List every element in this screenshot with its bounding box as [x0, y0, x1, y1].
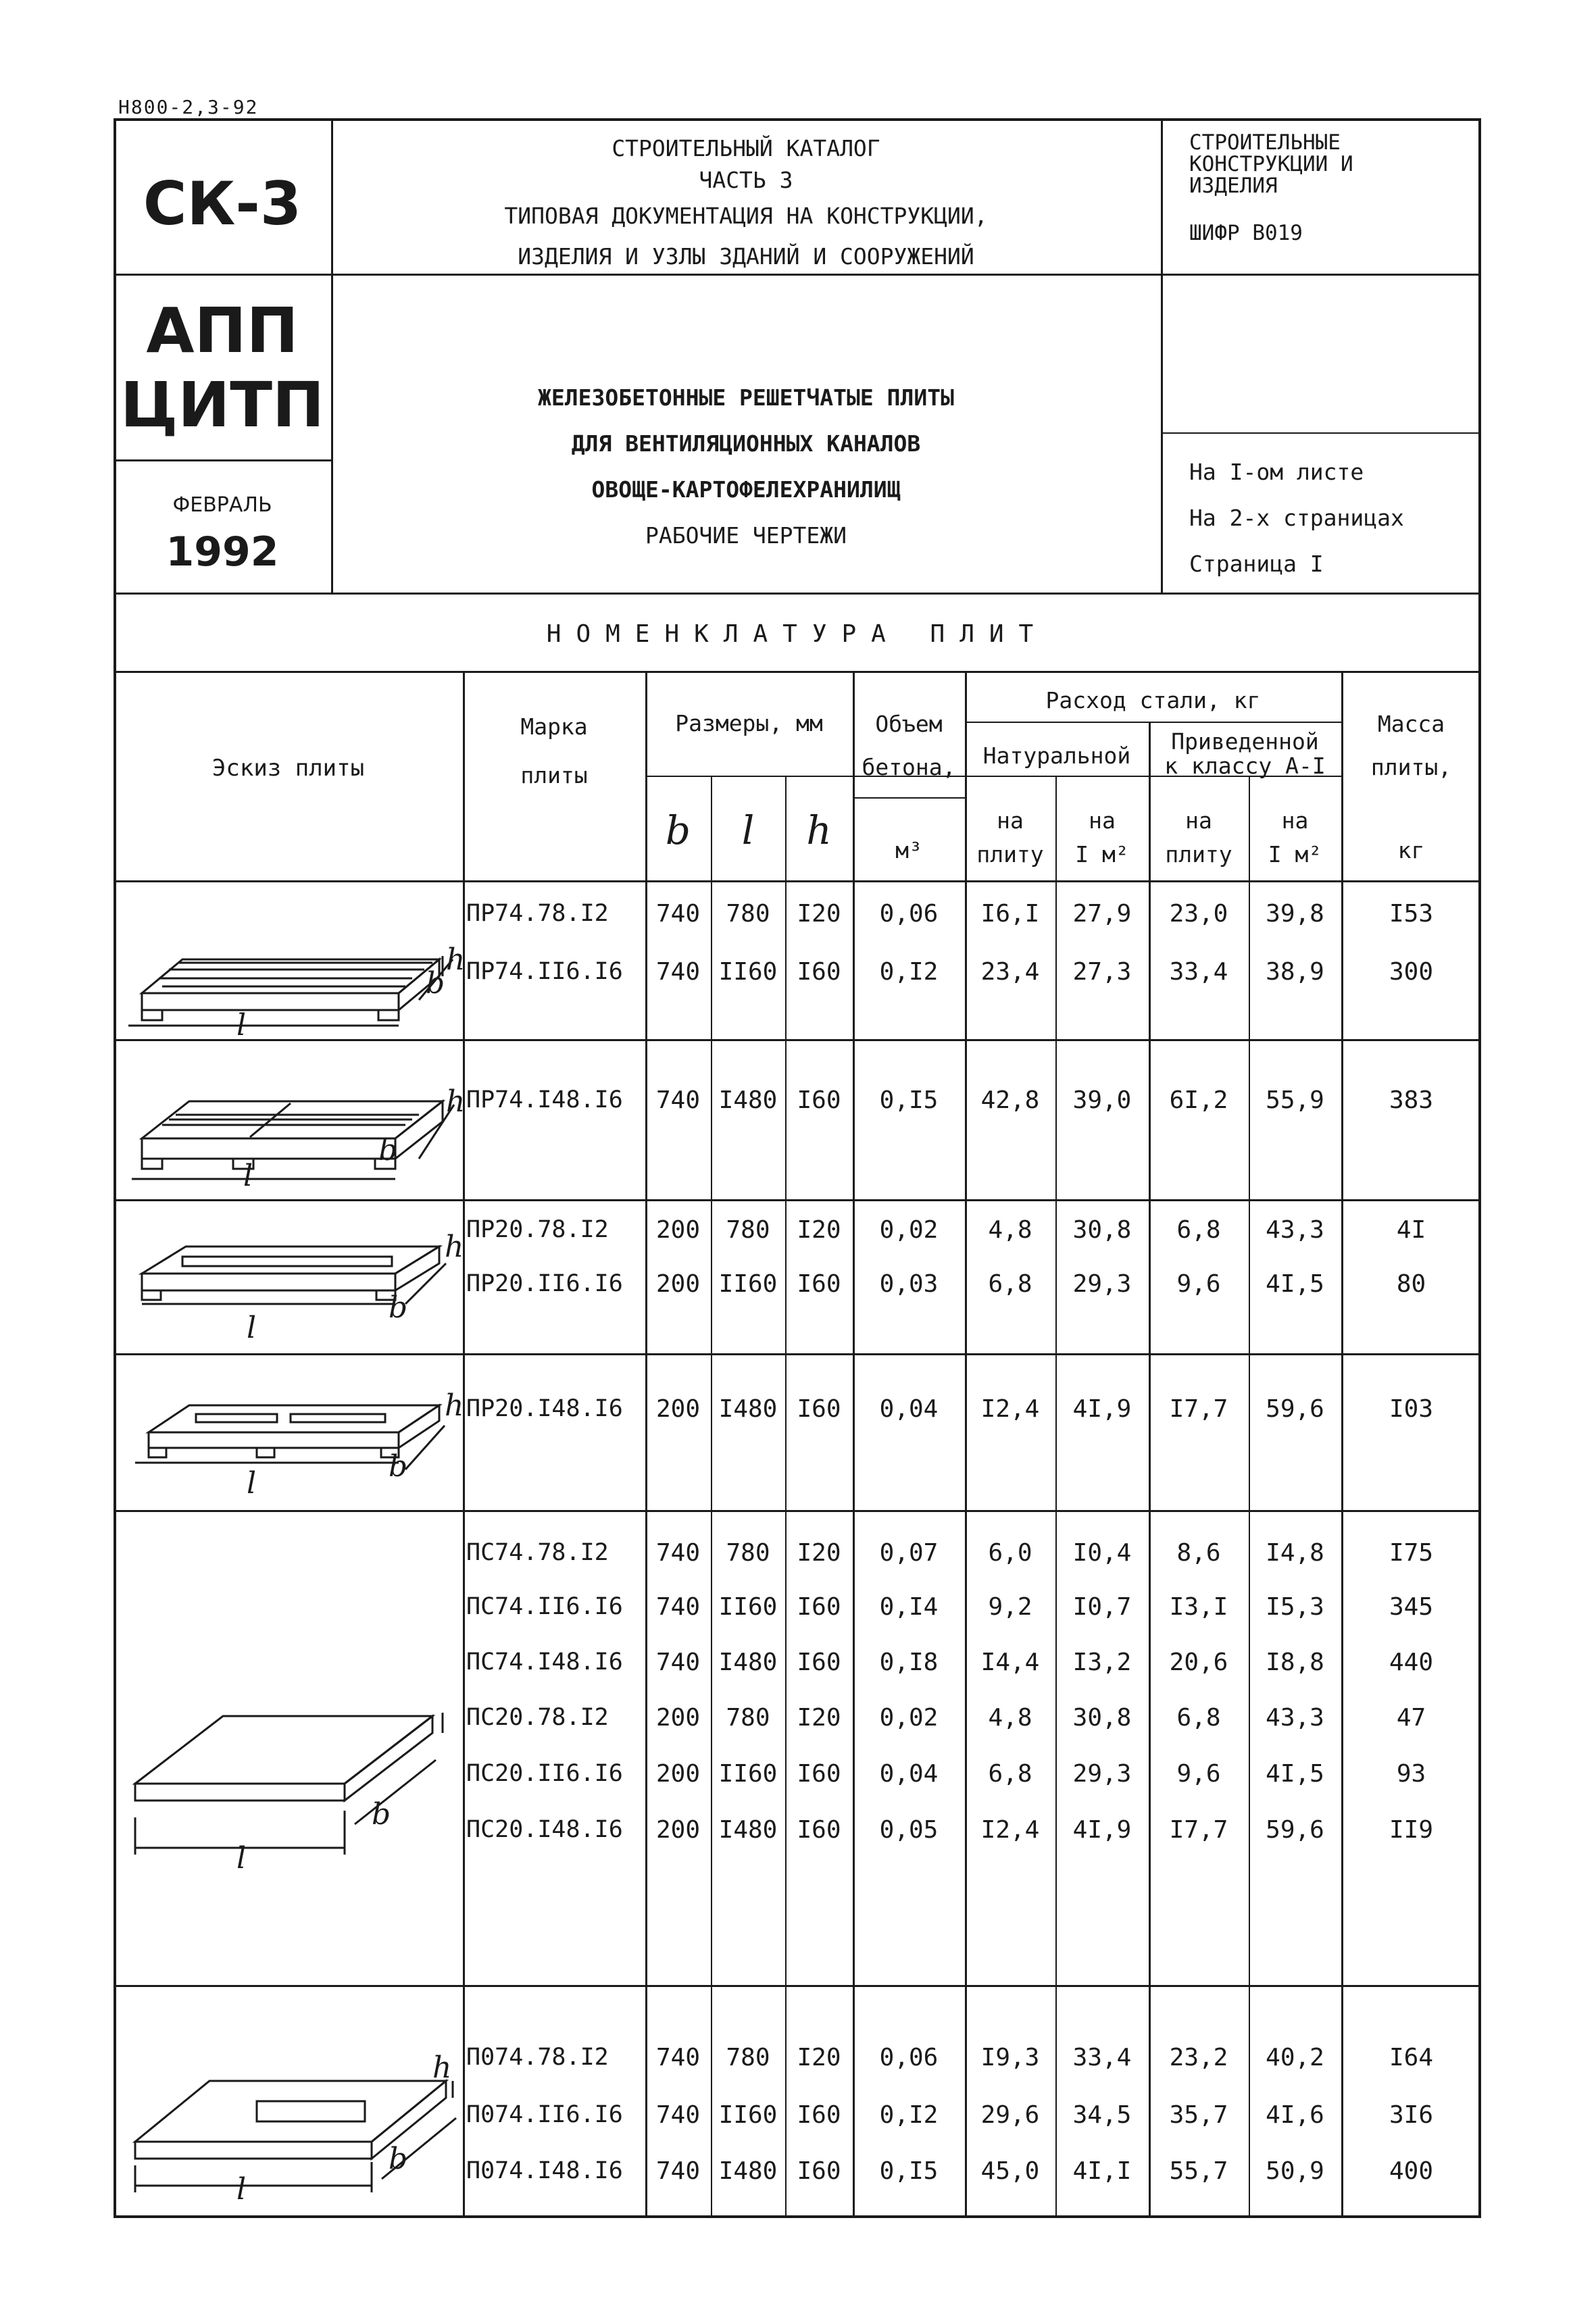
header-line: на [997, 807, 1024, 834]
cipher: ШИФР В019 [1189, 221, 1303, 245]
cell-l: I480 [718, 1816, 778, 1844]
sketch-label-l: l [243, 1159, 253, 1193]
header-row-divider [965, 722, 1341, 723]
cell-mark: ПС74.I48.I6 [466, 1649, 623, 1676]
cell-mass: I64 [1389, 2044, 1434, 2071]
org-name-line2: ЦИТП [120, 369, 325, 441]
cell-natural-per-plate: 6,8 [988, 1760, 1032, 1788]
group-divider [114, 1199, 1481, 1201]
cell-h: I20 [797, 1216, 841, 1244]
cell-b: 200 [655, 1760, 701, 1788]
cell-natural-per-m2: 27,9 [1072, 900, 1132, 928]
header-volume-unit: м³ [895, 837, 922, 863]
group-divider [114, 1039, 1481, 1041]
cell-b: 740 [655, 1539, 701, 1567]
cell-natural-per-m2: I0,4 [1072, 1539, 1132, 1567]
cell-volume: 0,I2 [879, 958, 939, 986]
cell-natural-per-m2: 27,3 [1072, 958, 1132, 986]
header-line: плиту [1165, 841, 1232, 867]
catalog-line: ЧАСТЬ 3 [699, 167, 793, 193]
cell-h: I60 [797, 1395, 841, 1423]
cell-reduced-per-m2: 4I,5 [1266, 1270, 1324, 1298]
cell-natural-per-m2: 34,5 [1072, 2101, 1132, 2129]
cell-mark: П074.78.I2 [466, 2044, 609, 2071]
sketch-opening-plate [122, 2040, 459, 2207]
section-block [1189, 132, 1473, 244]
title-line: ОВОЩЕ-КАРТОФЕЛЕХРАНИЛИЩ [591, 476, 901, 503]
cell-mark: ПС20.I48.I6 [466, 1816, 623, 1843]
cell-h: I20 [797, 1704, 841, 1732]
cell-h: I60 [797, 1816, 841, 1844]
cell-b: 200 [655, 1704, 701, 1732]
cell-mark: ПР20.I48.I6 [466, 1395, 623, 1422]
header-sizes: Размеры, мм [675, 710, 823, 736]
catalog-line: ТИПОВАЯ ДОКУМЕНТАЦИЯ НА КОНСТРУКЦИИ, [504, 203, 988, 229]
cell-reduced-per-m2: 40,2 [1266, 2044, 1324, 2071]
cell-b: 740 [655, 2101, 701, 2129]
cell-b: 200 [655, 1216, 701, 1244]
cell-l: 780 [726, 1216, 770, 1244]
header-volume-line: Объем [875, 711, 943, 737]
cell-b: 740 [655, 2044, 701, 2071]
cell-h: I60 [797, 1086, 841, 1114]
header-natural-per-m2 [1055, 804, 1149, 872]
sketch-label-l: l [247, 1311, 257, 1345]
cell-natural-per-plate: I9,3 [980, 2044, 1040, 2071]
header-steel: Расход стали, кг [1045, 687, 1261, 713]
sketch-grid-plate-wide [122, 892, 466, 1042]
header-line: на [1185, 807, 1212, 834]
cell-mark: ПС74.II6.I6 [466, 1593, 623, 1620]
group-divider [114, 1510, 1481, 1512]
cell-l: I480 [718, 1649, 778, 1676]
cell-b: 200 [655, 1270, 701, 1298]
cell-b: 740 [655, 958, 701, 986]
cell-mass: II9 [1389, 1816, 1434, 1844]
catalog-title-block [331, 132, 1161, 274]
cell-volume: 0,I4 [879, 1593, 939, 1621]
cell-volume: 0,02 [879, 1216, 939, 1244]
cell-volume: 0,I5 [879, 2157, 939, 2185]
cell-volume: 0,I8 [879, 1649, 939, 1676]
header-mass-line: Масса [1377, 711, 1445, 737]
cell-reduced-per-m2: I5,3 [1266, 1593, 1324, 1621]
column-divider [1055, 776, 1057, 2218]
cell-mark: П074.II6.I6 [466, 2101, 623, 2128]
cell-reduced-per-plate: 33,4 [1169, 958, 1228, 986]
issue-year: 1992 [166, 528, 279, 576]
header-divider [331, 274, 1481, 276]
cell-b: 740 [655, 1593, 701, 1621]
header-natural: Натуральной [982, 743, 1131, 769]
cell-volume: 0,04 [879, 1760, 939, 1788]
header-reduced [1149, 730, 1341, 778]
cell-b: 740 [655, 2157, 701, 2185]
cell-reduced-per-m2: 43,3 [1266, 1704, 1324, 1732]
header-natural-per-plate [965, 804, 1055, 872]
sketch-label-b: b [372, 1797, 391, 1832]
header-volume-line: бетона, [862, 754, 956, 780]
cell-mass: 3I6 [1389, 2101, 1434, 2129]
header-line: I м² [1268, 841, 1322, 867]
header-h: h [806, 807, 832, 853]
catalog-line: ИЗДЕЛИЯ И УЗЛЫ ЗДАНИЙ И СООРУЖЕНИЙ [518, 243, 974, 270]
header-mass-unit: кг [1397, 837, 1425, 863]
cell-l: 780 [726, 1704, 770, 1732]
cell-natural-per-plate: 42,8 [980, 1086, 1040, 1114]
cell-volume: 0,06 [879, 2044, 939, 2071]
sketch-grid-plate-long [122, 1051, 466, 1193]
cell-natural-per-plate: 45,0 [980, 2157, 1040, 2185]
cell-natural-per-m2: 4I,9 [1072, 1816, 1132, 1844]
sketch-label-h: h [432, 2051, 452, 2085]
header-reduced-line: Приведенной [1171, 728, 1319, 755]
sketch-narrow-grid-plate [122, 1209, 464, 1345]
cell-mark: ПС20.II6.I6 [466, 1760, 623, 1787]
cell-reduced-per-m2: 39,8 [1266, 900, 1324, 928]
cell-reduced-per-plate: 9,6 [1176, 1270, 1221, 1298]
sketch-label-l: l [236, 1841, 247, 1876]
cell-reduced-per-plate: 8,6 [1176, 1539, 1221, 1567]
cell-reduced-per-m2: 43,3 [1266, 1216, 1324, 1244]
sketch-label-h: h [445, 1230, 464, 1264]
cell-reduced-per-m2: 38,9 [1266, 958, 1324, 986]
cell-reduced-per-plate: I7,7 [1169, 1816, 1228, 1844]
cell-h: I60 [797, 1760, 841, 1788]
column-divider [1249, 776, 1250, 2218]
cell-natural-per-plate: 9,2 [988, 1593, 1032, 1621]
sketch-label-h: h [446, 942, 466, 977]
cell-h: I20 [797, 2044, 841, 2071]
header-mass [1341, 703, 1481, 789]
cell-mark: ПР74.78.I2 [466, 900, 609, 927]
document-number: Н800-2,3-92 [118, 96, 259, 118]
cell-reduced-per-plate: 9,6 [1176, 1760, 1221, 1788]
cell-l: II60 [718, 958, 778, 986]
header-line: на [1281, 807, 1309, 834]
sheet-info-line: На 2-х страницах [1189, 505, 1404, 531]
header-volume [853, 703, 965, 789]
cell-mark: ПС20.78.I2 [466, 1704, 609, 1731]
cell-reduced-per-plate: 6,8 [1176, 1216, 1221, 1244]
cell-l: I480 [718, 2157, 778, 2185]
header-mark-line: Марка [520, 713, 588, 740]
cell-h: I60 [797, 958, 841, 986]
title-line: РАБОЧИЕ ЧЕРТЕЖИ [645, 522, 847, 549]
section-line: СТРОИТЕЛЬНЫЕ [1189, 130, 1341, 155]
cell-l: II60 [718, 1270, 778, 1298]
cell-mark: ПС74.78.I2 [466, 1539, 609, 1566]
cell-l: 780 [726, 2044, 770, 2071]
cell-natural-per-plate: 6,8 [988, 1270, 1032, 1298]
cell-mass: I53 [1389, 900, 1434, 928]
cell-mark: ПР74.II6.I6 [466, 958, 623, 985]
sketch-label-b: b [389, 1449, 408, 1484]
cell-reduced-per-plate: 20,6 [1169, 1649, 1228, 1676]
catalog-line: СТРОИТЕЛЬНЫЙ КАТАЛОГ [612, 135, 880, 161]
column-divider [1149, 722, 1151, 2218]
header-divider [1161, 432, 1481, 434]
header-row-divider [853, 797, 965, 799]
cell-mass: 80 [1396, 1270, 1426, 1298]
cell-reduced-per-m2: 50,9 [1266, 2157, 1324, 2185]
cell-l: II60 [718, 1760, 778, 1788]
cell-reduced-per-plate: 55,7 [1169, 2157, 1228, 2185]
header-line: на [1089, 807, 1116, 834]
cell-natural-per-plate: I6,I [980, 900, 1040, 928]
cell-mark: П074.I48.I6 [466, 2157, 623, 2184]
cell-natural-per-m2: 4I,9 [1072, 1395, 1132, 1423]
cell-natural-per-m2: I0,7 [1072, 1593, 1132, 1621]
cell-reduced-per-m2: 59,6 [1266, 1395, 1324, 1423]
cell-volume: 0,02 [879, 1704, 939, 1732]
header-reduced-line: к классу А-I [1164, 753, 1326, 779]
sketch-solid-plate [122, 1703, 459, 1878]
cell-b: 740 [655, 1649, 701, 1676]
sketch-label-b: b [426, 966, 445, 1001]
issue-month: ФЕВРАЛЬ [172, 493, 272, 517]
sketch-narrow-grid-plate-long [122, 1368, 464, 1503]
cell-natural-per-m2: 30,8 [1072, 1216, 1132, 1244]
header-divider [114, 274, 331, 276]
cell-natural-per-plate: 6,0 [988, 1539, 1032, 1567]
cell-volume: 0,05 [879, 1816, 939, 1844]
header-reduced-per-plate [1149, 804, 1249, 872]
cell-natural-per-m2: 39,0 [1072, 1086, 1132, 1114]
org-name-line1: АПП [146, 295, 299, 367]
sketch-label-b: b [389, 2142, 408, 2176]
sketch-label-b: b [378, 1133, 398, 1167]
sketch-label-h: h [445, 1388, 464, 1423]
cell-l: I480 [718, 1086, 778, 1114]
cell-natural-per-m2: 33,4 [1072, 2044, 1132, 2071]
cell-l: I480 [718, 1395, 778, 1423]
cell-natural-per-m2: 30,8 [1072, 1704, 1132, 1732]
cell-h: I60 [797, 1593, 841, 1621]
cell-natural-per-plate: 4,8 [988, 1216, 1032, 1244]
cell-mass: 440 [1389, 1649, 1434, 1676]
cell-mass: 400 [1389, 2157, 1434, 2185]
cell-volume: 0,03 [879, 1270, 939, 1298]
cell-reduced-per-m2: 4I,5 [1266, 1760, 1324, 1788]
cell-reduced-per-plate: I7,7 [1169, 1395, 1228, 1423]
cell-reduced-per-plate: 6I,2 [1169, 1086, 1228, 1114]
cell-mass: I03 [1389, 1395, 1434, 1423]
cell-reduced-per-m2: 59,6 [1266, 1816, 1324, 1844]
cell-reduced-per-plate: 23,0 [1169, 900, 1228, 928]
title-line: ЖЕЛЕЗОБЕТОННЫЕ РЕШЕТЧАТЫЕ ПЛИТЫ [538, 384, 954, 411]
cell-b: 740 [655, 900, 701, 928]
cell-natural-per-plate: 23,4 [980, 958, 1040, 986]
cell-reduced-per-m2: 4I,6 [1266, 2101, 1324, 2129]
header-divider [1161, 118, 1163, 593]
sketch-label-l: l [236, 2172, 247, 2207]
document-title-block [331, 375, 1161, 559]
cell-mark: ПР20.78.I2 [466, 1216, 609, 1243]
cell-mass: 383 [1389, 1086, 1434, 1114]
cell-reduced-per-plate: I3,I [1169, 1593, 1228, 1621]
cell-natural-per-plate: I4,4 [980, 1649, 1040, 1676]
cell-natural-per-plate: 4,8 [988, 1704, 1032, 1732]
section-line: КОНСТРУКЦИИ И [1189, 152, 1353, 176]
sketch-label-l: l [236, 1008, 247, 1042]
column-divider [711, 776, 712, 2218]
cell-mass: 345 [1389, 1593, 1434, 1621]
cell-natural-per-m2: 29,3 [1072, 1760, 1132, 1788]
sheet-info-line: На I-ом листе [1189, 459, 1364, 485]
sketch-label-b: b [389, 1290, 408, 1325]
header-line: плиту [976, 841, 1044, 867]
cell-reduced-per-m2: I4,8 [1266, 1539, 1324, 1567]
cell-reduced-per-m2: I8,8 [1266, 1649, 1324, 1676]
cell-h: I20 [797, 900, 841, 928]
cell-mass: I75 [1389, 1539, 1434, 1567]
cell-reduced-per-plate: 35,7 [1169, 2101, 1228, 2129]
title-line: ДЛЯ ВЕНТИЛЯЦИОННЫХ КАНАЛОВ [571, 430, 921, 457]
column-divider [785, 776, 787, 2218]
cell-volume: 0,I2 [879, 2101, 939, 2129]
cell-h: I60 [797, 1649, 841, 1676]
cell-b: 200 [655, 1816, 701, 1844]
sheet-info-block [1189, 449, 1473, 587]
cell-volume: 0,06 [879, 900, 939, 928]
cell-volume: 0,04 [879, 1395, 939, 1423]
group-divider [114, 1985, 1481, 1987]
sketch-label-h: h [446, 1084, 466, 1119]
header-l: l [741, 807, 755, 853]
cell-volume: 0,07 [879, 1539, 939, 1567]
cell-mass: 300 [1389, 958, 1434, 986]
table-caption: НОМЕНКЛАТУРА ПЛИТ [546, 620, 1049, 648]
cell-l: 780 [726, 1539, 770, 1567]
cell-l: 780 [726, 900, 770, 928]
cell-b: 200 [655, 1395, 701, 1423]
cell-l: II60 [718, 1593, 778, 1621]
cell-natural-per-m2: I3,2 [1072, 1649, 1132, 1676]
catalog-code: СК-3 [143, 169, 302, 238]
cell-natural-per-m2: 29,3 [1072, 1270, 1132, 1298]
header-line: I м² [1075, 841, 1129, 867]
cell-h: I60 [797, 1270, 841, 1298]
cell-h: I60 [797, 2157, 841, 2185]
cell-natural-per-m2: 4I,I [1072, 2157, 1132, 2185]
sheet-info-line: Страница I [1189, 551, 1324, 577]
header-divider [114, 459, 331, 461]
cell-mass: 4I [1396, 1216, 1426, 1244]
cell-mass: 93 [1396, 1760, 1426, 1788]
cell-b: 740 [655, 1086, 701, 1114]
header-divider [114, 593, 1481, 595]
header-sketch: Эскиз плиты [211, 755, 365, 782]
cell-mark: ПР74.I48.I6 [466, 1086, 623, 1113]
cell-reduced-per-plate: 6,8 [1176, 1704, 1221, 1732]
cell-mass: 47 [1396, 1704, 1426, 1732]
cell-h: I20 [797, 1539, 841, 1567]
cell-mark: ПР20.II6.I6 [466, 1270, 623, 1297]
sketch-label-l: l [247, 1466, 257, 1501]
cell-volume: 0,I5 [879, 1086, 939, 1114]
cell-h: I60 [797, 2101, 841, 2129]
cell-natural-per-plate: 29,6 [980, 2101, 1040, 2129]
header-bottom-border [114, 880, 1481, 882]
cell-l: II60 [718, 2101, 778, 2129]
cell-natural-per-plate: I2,4 [980, 1395, 1040, 1423]
header-mark-line: плиты [520, 762, 588, 788]
header-mass-line: плиты, [1370, 754, 1452, 780]
header-reduced-per-m2 [1249, 804, 1341, 872]
header-b: b [665, 807, 691, 853]
table-top-border [114, 671, 1481, 673]
cell-reduced-per-plate: 23,2 [1169, 2044, 1228, 2071]
cell-natural-per-plate: I2,4 [980, 1816, 1040, 1844]
cell-reduced-per-m2: 55,9 [1266, 1086, 1324, 1114]
section-line: ИЗДЕЛИЯ [1189, 174, 1278, 198]
header-mark [463, 703, 645, 800]
group-divider [114, 1353, 1481, 1355]
